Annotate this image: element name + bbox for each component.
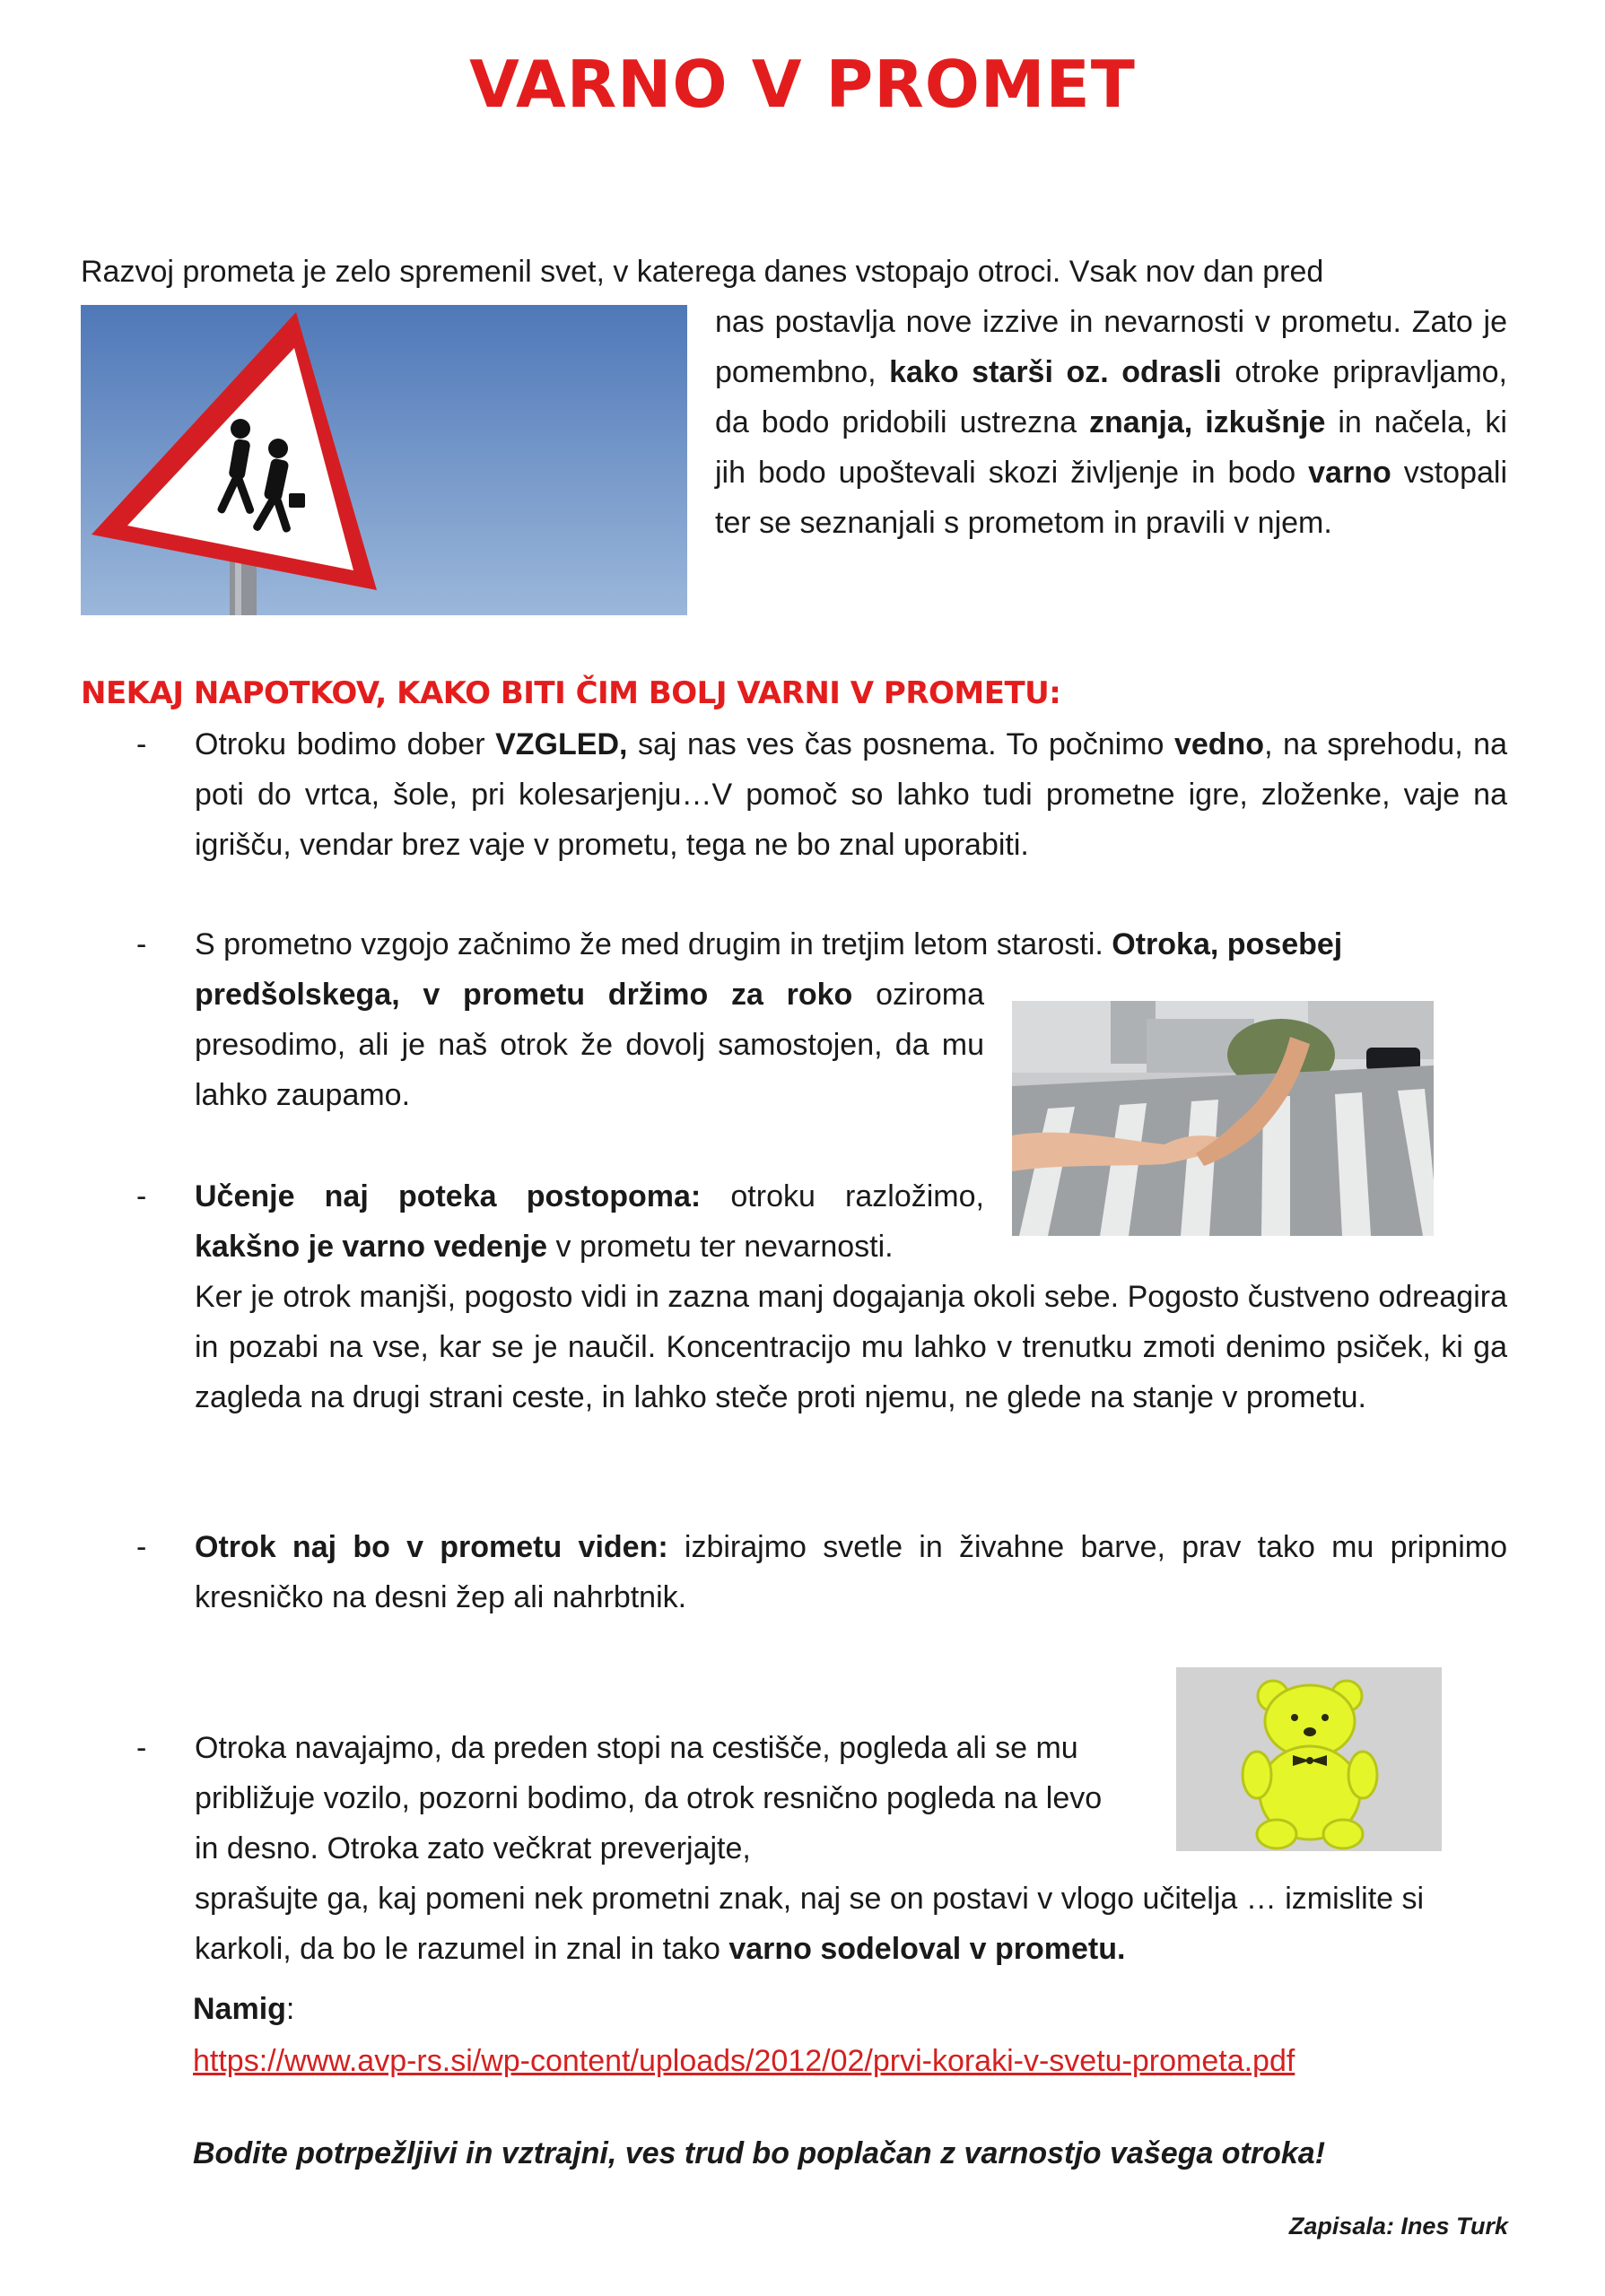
bullet-4-bold: Otrok naj bo v prometu viden: <box>195 1530 668 1564</box>
hint-colon: : <box>285 1992 295 2026</box>
intro-text-4: vstopali ter se seznanjali s prometom in pravili v njem. <box>715 456 1507 540</box>
bullet-dash: - <box>136 1530 147 1564</box>
closing-sentence: Bodite potrpežljivi in vztrajni, ves trud bo poplačan z varnostjo vašega otroka! <box>193 2136 1326 2170</box>
bullet-5-rest <box>195 1874 1507 1974</box>
bullet-5-bold: varno sodeloval v prometu. <box>728 1932 1126 1966</box>
bullet-3-bold-1: Učenje naj poteka postopoma: <box>195 1179 702 1213</box>
bullet-dash: - <box>136 927 147 961</box>
intro-first-line: Razvoj prometa je zelo spremenil svet, v katerega danes vstopajo otroci. Vsak nov dan pred <box>81 255 1324 289</box>
bullet-3-first-part <box>195 1171 984 1272</box>
intro-text-2: otroke pripravljamo, da bodo pridobili ustrezna <box>715 355 1507 439</box>
bullet-2-bold: predšolskega, v prometu držimo za roko <box>195 978 853 1012</box>
bullet-3-rest: Ker je otrok manjši, pogosto vidi in zazna manj dogajanja okoli sebe. Pogosto čustveno odreagira in pozabi na vse, kar se je naučil. Koncentracijo mu lahko v trenutku zmoti denimo psiček, ki ga zagleda na drugi strani ceste, in lahko steče proti njemu, ne glede na stanje v prometu. <box>195 1280 1507 1414</box>
bullet-2-line-1-text: S prometno vzgojo začnimo že med drugim in tretjim letom starosti. <box>195 927 1112 961</box>
bullet-2-line-1 <box>195 919 1509 970</box>
reflector-bear-image <box>1176 1667 1442 1851</box>
signature: Zapisala: Ines Turk <box>1288 2213 1508 2239</box>
intro-bold-2: znanja, izkušnje <box>1088 405 1326 439</box>
intro-bold-1: kako starši oz. odrasli <box>889 355 1222 389</box>
bullet-1-part-3: , na sprehodu, na poti do vrtca, šole, pri kolesarjenju…V pomoč so lahko tudi prometne igre, zloženke, vaje na igrišču, vendar brez vaje v prometu, tega ne bo znal uporabiti. <box>195 727 1507 862</box>
bullet-4-text <box>195 1522 1507 1622</box>
bullet-2-text: oziroma presodimo, ali je naš otrok že dovolj samostojen, da mu lahko zaupamo. <box>195 978 984 1112</box>
intro-text-1: nas postavlja nove izzive in nevarnosti v prometu. Zato je pomembno, <box>715 305 1507 389</box>
bullet-3-bold-2: kakšno je varno vedenje <box>195 1230 548 1264</box>
bullet-dash: - <box>136 1731 147 1765</box>
hint-link[interactable] <box>193 2041 1295 2081</box>
section-heading: NEKAJ NAPOTKOV, KAKO BITI ČIM BOLJ VARNI V PROMETU: <box>81 675 1061 711</box>
intro-paragraph <box>715 297 1507 548</box>
bullet-dash: - <box>136 727 147 761</box>
intro-bold-3: varno <box>1308 456 1391 490</box>
bullet-3-part-2: v prometu ter nevarnosti. <box>547 1230 894 1264</box>
hint-label-text: Namig <box>193 1992 286 2026</box>
hint-url[interactable]: https://www.avp-rs.si/wp-content/uploads/2012/02/prvi-koraki-v-svetu-prometa.pdf <box>193 2044 1295 2078</box>
bullet-2-line-1-bold: Otroka, posebej <box>1112 927 1343 961</box>
bullet-dash: - <box>136 1179 147 1213</box>
bullet-2-rest <box>195 970 984 1120</box>
bullet-3-part-1: otroku razložimo, <box>701 1179 984 1213</box>
bullet-1-bold-2: vedno <box>1173 727 1265 761</box>
bullet-4-part-1: izbirajmo svetle in živahne barve, prav tako mu pripnimo kresničko na desni žep ali nahrbtnik. <box>195 1530 1507 1614</box>
traffic-sign-image <box>81 305 687 615</box>
holding-hands-image <box>1012 1001 1434 1236</box>
bullet-1-part-1: Otroku bodimo dober <box>195 727 496 761</box>
bullet-1-part-2: saj nas ves čas posnema. To počnimo <box>627 727 1174 761</box>
bullet-5-first-part: Otroka navajajmo, da preden stopi na cestišče, pogleda ali se mu približuje vozilo, pozorni bodimo, da otrok resnično pogleda na levo in desno. Otroka zato večkrat preverjajte, <box>195 1731 1103 1866</box>
bullet-1-text <box>195 719 1507 870</box>
bullet-1-bold-1: VZGLED, <box>495 727 628 761</box>
intro-text-3: in načela, ki jih bodo upoštevali skozi življenje in bodo <box>715 405 1507 490</box>
hint-label <box>193 1989 294 2029</box>
page-title: VARNO V PROMET <box>469 47 1136 122</box>
bullet-5-part-2: sprašujte ga, kaj pomeni nek prometni znak, naj se on postavi v vlogo učitelja … izmislite si karkoli, da bo le razumel in znal in tako <box>195 1882 1425 1966</box>
